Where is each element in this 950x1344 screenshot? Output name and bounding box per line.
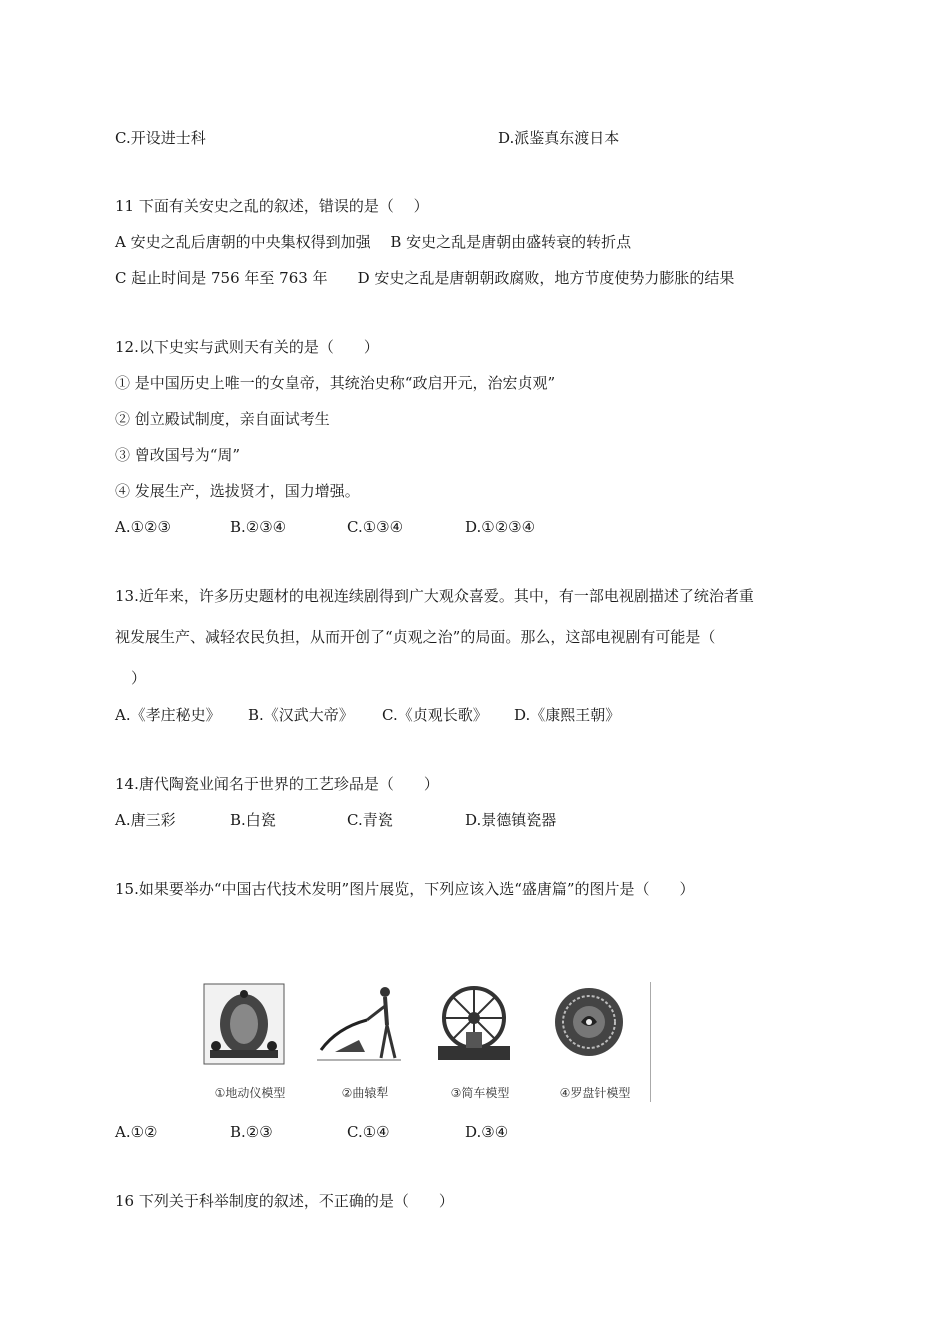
q16-stem: 16 下列关于科举制度的叙述，不正确的是（ ） <box>115 1192 454 1210</box>
q10-option-c: C.开设进士科 <box>115 129 206 147</box>
q15-figure-4 <box>540 980 645 1105</box>
q15-stem: 15.如果要举办“中国古代技术发明”图片展览，下列应该入选“盛唐篇”的图片是（ ） <box>115 880 695 898</box>
q15-figure-divider <box>650 982 651 1102</box>
q13-line-3: ） <box>131 669 147 687</box>
q13-option-a: A.《孝庄秘史》 <box>115 706 221 724</box>
q14-stem: 14.唐代陶瓷业闻名于世界的工艺珍品是（ ） <box>115 775 439 793</box>
q12-option-a: A.①②③ <box>115 518 171 536</box>
q15-figure-1 <box>195 980 300 1105</box>
q14-option-b: B.白瓷 <box>230 811 276 829</box>
q10-option-d: D.派鉴真东渡日本 <box>498 129 620 147</box>
q15-option-a: A.①② <box>115 1123 158 1141</box>
q15-figure-3 <box>425 980 530 1105</box>
q12-option-d: D.①②③④ <box>465 518 536 536</box>
q14-option-a: A.唐三彩 <box>115 811 176 829</box>
q12-option-c: C.①③④ <box>347 518 404 536</box>
q14-option-c: C.青瓷 <box>347 811 393 829</box>
q13-option-b: B.《汉武大帝》 <box>248 706 354 724</box>
q12-stem: 12.以下史实与武则天有关的是（ ） <box>115 338 379 356</box>
q15-caption-1: ①地动仪模型 <box>214 1086 286 1100</box>
q15-option-b: B.②③ <box>230 1123 273 1141</box>
q15-option-d: D.③④ <box>465 1123 509 1141</box>
q13-option-d: D.《康熙王朝》 <box>514 706 621 724</box>
q15-figure-2 <box>310 980 415 1105</box>
q13-line-2: 视发展生产、减轻农民负担，从而开创了“贞观之治”的局面。那么，这部电视剧有可能是（ <box>115 628 716 646</box>
plow-icon <box>315 980 403 1068</box>
q15-option-c: C.①④ <box>347 1123 390 1141</box>
q15-caption-4: ④罗盘针模型 <box>559 1086 631 1100</box>
q14-option-d: D.景德镇瓷器 <box>465 811 557 829</box>
seismograph-icon <box>200 980 288 1068</box>
q11-options-cd: C 起止时间是 756 年至 763 年 D 安史之乱是唐朝朝政腐败，地方节度使势力膨胀的结果 <box>115 269 735 287</box>
compass-icon <box>545 980 633 1068</box>
q11-stem: 11 下面有关安史之乱的叙述，错误的是（ ） <box>115 197 429 215</box>
q15-figure <box>195 980 655 1105</box>
q15-caption-2: ②曲辕犁 <box>341 1086 389 1100</box>
q12-option-b: B.②③④ <box>230 518 287 536</box>
q12-item-3: ③ 曾改国号为“周” <box>115 446 241 464</box>
q13-line-1: 13.近年来，许多历史题材的电视连续剧得到广大观众喜爱。其中，有一部电视剧描述了统治者重 <box>115 587 754 605</box>
q12-item-1: ① 是中国历史上唯一的女皇帝，其统治史称“政启开元，治宏贞观” <box>115 374 556 392</box>
q15-caption-3: ③简车模型 <box>450 1086 510 1100</box>
q12-item-2: ② 创立殿试制度，亲自面试考生 <box>115 410 330 428</box>
q13-option-c: C.《贞观长歌》 <box>382 706 488 724</box>
waterwheel-icon <box>430 980 518 1068</box>
q11-options-ab: A 安史之乱后唐朝的中央集权得到加强 B 安史之乱是唐朝由盛转衰的转折点 <box>115 233 632 251</box>
q12-item-4: ④ 发展生产，选拔贤才，国力增强。 <box>115 482 360 500</box>
